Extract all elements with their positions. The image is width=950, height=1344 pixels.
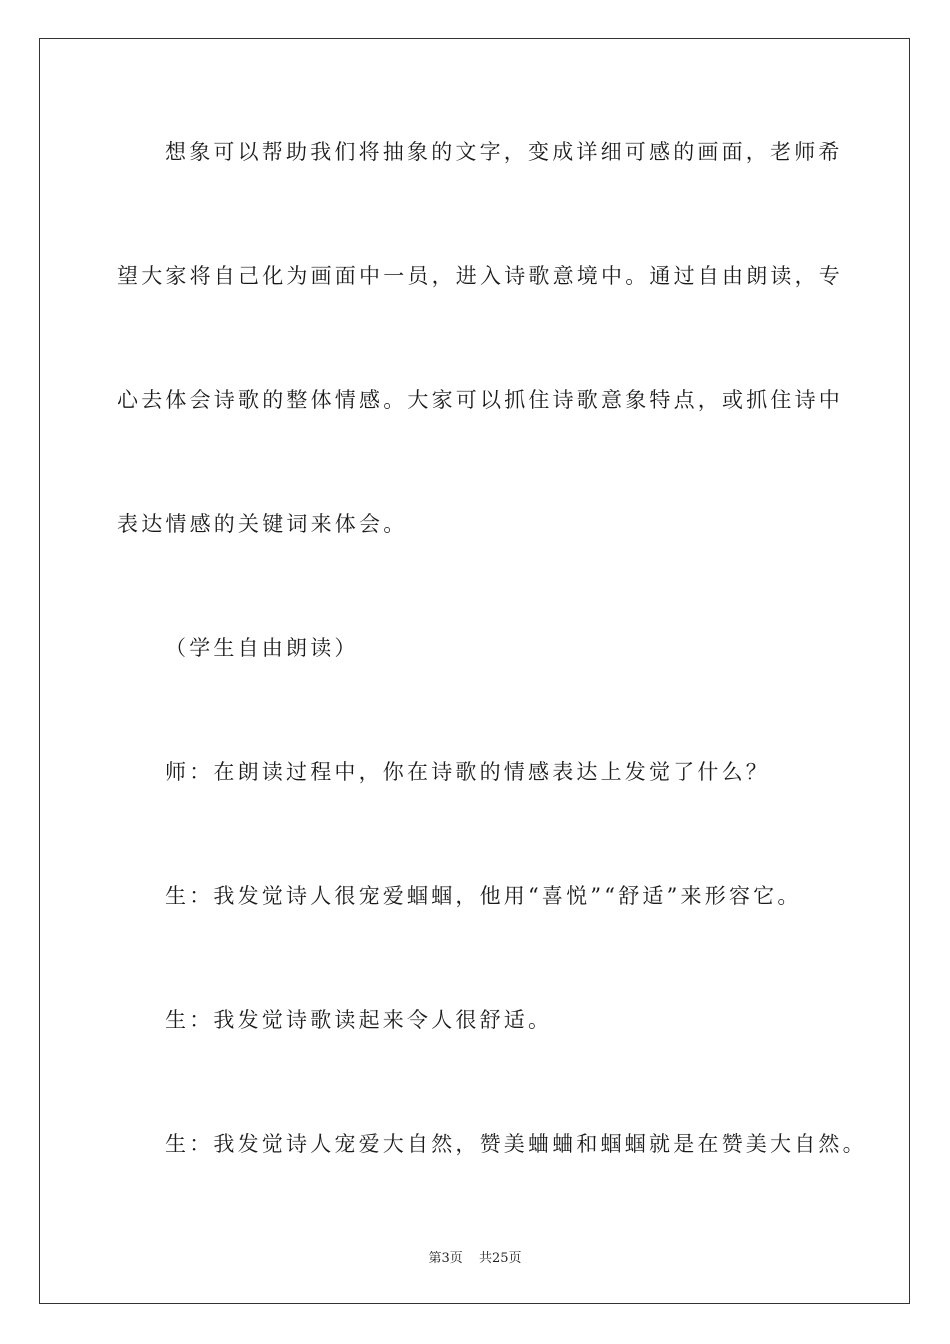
student-answer-2: 生：我发觉诗歌读起来令人很舒适。 (165, 1008, 553, 1032)
page-border (39, 38, 910, 1304)
paragraph-line-1: 想象可以帮助我们将抽象的文字，变成详细可感的画面，老师希 (165, 140, 843, 164)
paragraph-line-3: 心去体会诗歌的整体情感。大家可以抓住诗歌意象特点，或抓住诗中 (117, 388, 843, 412)
paragraph-line-4: 表达情感的关键词来体会。 (117, 512, 408, 536)
page-footer (0, 1247, 950, 1266)
total-pages: 共25页 (478, 1251, 522, 1266)
teacher-question: 师：在朗读过程中，你在诗歌的情感表达上发觉了什么？ (165, 760, 770, 784)
student-answer-1: 生：我发觉诗人很宠爱蝈蝈，他用“喜悦”“舒适”来形容它。 (165, 884, 802, 908)
student-answer-3: 生：我发觉诗人宠爱大自然，赞美蛐蛐和蝈蝈就是在赞美大自然。 (165, 1132, 867, 1156)
stage-direction: （学生自由朗读） (165, 636, 359, 660)
paragraph-line-2: 望大家将自己化为画面中一员，进入诗歌意境中。通过自由朗读，专 (117, 264, 843, 288)
page-number: 第3页 (428, 1251, 463, 1266)
